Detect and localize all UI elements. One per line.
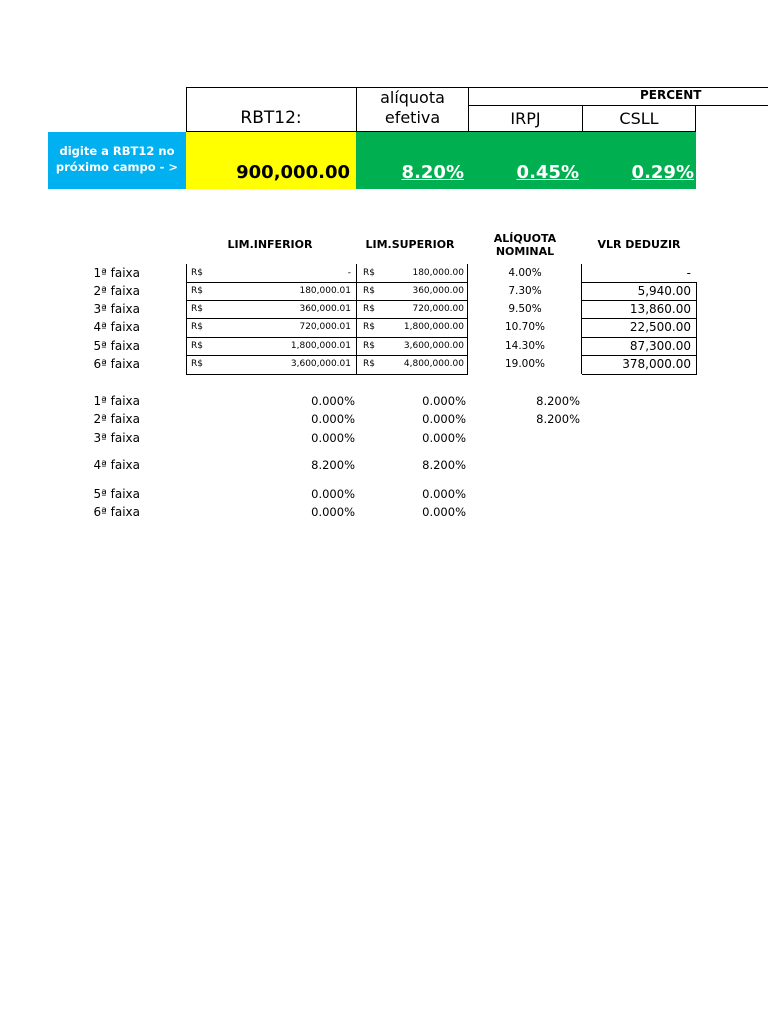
rbt12-input-cell[interactable]: 900,000.00 [186,132,356,189]
aliquota-nominal-value: 14.30% [504,340,546,352]
vlr-deduzir-value: 5,940.00 [637,284,691,298]
grid-line [186,318,468,319]
calc-faixa-label: 6ª faixa [93,505,140,519]
faixa-label: 1ª faixa [93,266,140,280]
percent-header-cell [468,87,768,106]
irpj-header: IRPJ [468,106,582,132]
calc-value-a: 0.000% [311,431,355,445]
aliquota-efetiva-line2: efetiva [384,108,441,127]
currency-label: R$ [191,286,203,296]
grid-line [582,300,697,301]
aliquota-nominal-value: 19.00% [504,358,546,370]
lim-inferior-value: 3,600,000.01 [290,359,351,369]
calc-value-c: 8.200% [536,394,580,408]
lim-superior-header: LIM.SUPERIOR [365,238,455,251]
calc-value-a: 0.000% [311,487,355,501]
faixa-label: 6ª faixa [93,357,140,371]
faixa-label: 5ª faixa [93,339,140,353]
aliquota-nominal-value: 9.50% [508,303,542,315]
currency-label: R$ [363,286,375,296]
lim-inferior-value: - [347,268,351,278]
grid-line [186,355,468,356]
aliquota-nominal-line2: NOMINAL [495,245,555,258]
aliquota-efetiva-header [356,87,468,132]
lim-superior-value: 360,000.00 [412,286,464,296]
faixa-label: 3ª faixa [93,302,140,316]
calc-faixa-label: 1ª faixa [93,394,140,408]
aliquota-nominal-value: 10.70% [504,321,546,333]
currency-label: R$ [363,359,375,369]
calc-value-a: 0.000% [311,412,355,426]
calc-value-c: 8.200% [536,412,580,426]
currency-label: R$ [191,304,203,314]
lim-superior-value: 720,000.00 [412,304,464,314]
faixa-label: 2ª faixa [93,284,140,298]
calc-value-a: 0.000% [311,505,355,519]
calc-value-b: 0.000% [422,394,466,408]
vlr-deduzir-value: 13,860.00 [629,302,691,316]
vlr-deduzir-value: 378,000.00 [622,357,691,371]
grid-line [581,264,582,374]
lim-superior-value: 180,000.00 [412,268,464,278]
aliquota-efetiva-value: 8.20% [356,132,468,189]
grid-line [186,337,468,338]
calc-faixa-label: 5ª faixa [93,487,140,501]
calc-value-a: 8.200% [311,458,355,472]
vlr-deduzir-value: 87,300.00 [629,339,691,353]
lim-inferior-header: LIM.INFERIOR [227,238,313,251]
aliquota-efetiva-line1: alíquota [380,88,445,107]
aliquota-nominal-value: 4.00% [508,267,542,279]
calc-value-b: 0.000% [422,505,466,519]
rbt12-prompt [48,132,186,189]
faixa-label: 4ª faixa [93,320,140,334]
lim-superior-value: 1,800,000.00 [403,322,464,332]
vlr-deduzir-header: VLR DEDUZIR [597,238,681,251]
calc-value-b: 0.000% [422,412,466,426]
grid-line [356,264,357,374]
calc-faixa-label: 3ª faixa [93,431,140,445]
currency-label: R$ [191,359,203,369]
csll-value: 0.29% [582,132,696,189]
irpj-value: 0.45% [468,132,582,189]
grid-line [582,355,697,356]
calc-value-a: 0.000% [311,394,355,408]
lim-inferior-value: 180,000.01 [299,286,351,296]
currency-label: R$ [363,322,375,332]
calc-value-b: 8.200% [422,458,466,472]
grid-line [582,318,697,319]
grid-line [696,282,697,374]
grid-line [186,300,468,301]
aliquota-nominal-header [468,232,582,258]
lim-inferior-value: 1,800,000.01 [290,341,351,351]
currency-label: R$ [363,341,375,351]
calc-faixa-label: 4ª faixa [93,458,140,472]
currency-label: R$ [363,268,375,278]
calc-value-b: 0.000% [422,487,466,501]
calc-value-b: 0.000% [422,431,466,445]
rbt12-label: RBT12: [240,108,302,128]
grid-line [186,264,187,374]
grid-line [467,264,468,374]
rbt12-prompt-line1: digite a RBT12 no [59,144,175,158]
calc-faixa-label: 2ª faixa [93,412,140,426]
grid-line [582,374,697,375]
currency-label: R$ [191,268,203,278]
aliquota-nominal-line1: ALÍQUOTA [493,232,557,245]
currency-label: R$ [363,304,375,314]
vlr-deduzir-value: - [686,266,691,280]
csll-header: CSLL [582,106,696,132]
grid-line [186,282,468,283]
lim-superior-value: 4,800,000.00 [403,359,464,369]
percent-header-label: PERCENT [640,88,702,102]
vlr-deduzir-value: 22,500.00 [629,320,691,334]
lim-inferior-value: 360,000.01 [299,304,351,314]
currency-label: R$ [191,322,203,332]
lim-superior-value: 3,600,000.00 [403,341,464,351]
lim-inferior-value: 720,000.01 [299,322,351,332]
aliquota-nominal-value: 7.30% [508,285,542,297]
currency-label: R$ [191,341,203,351]
grid-line [582,282,697,283]
grid-line [582,337,697,338]
rbt12-prompt-line2: próximo campo - > [55,160,179,174]
grid-line [186,374,468,375]
